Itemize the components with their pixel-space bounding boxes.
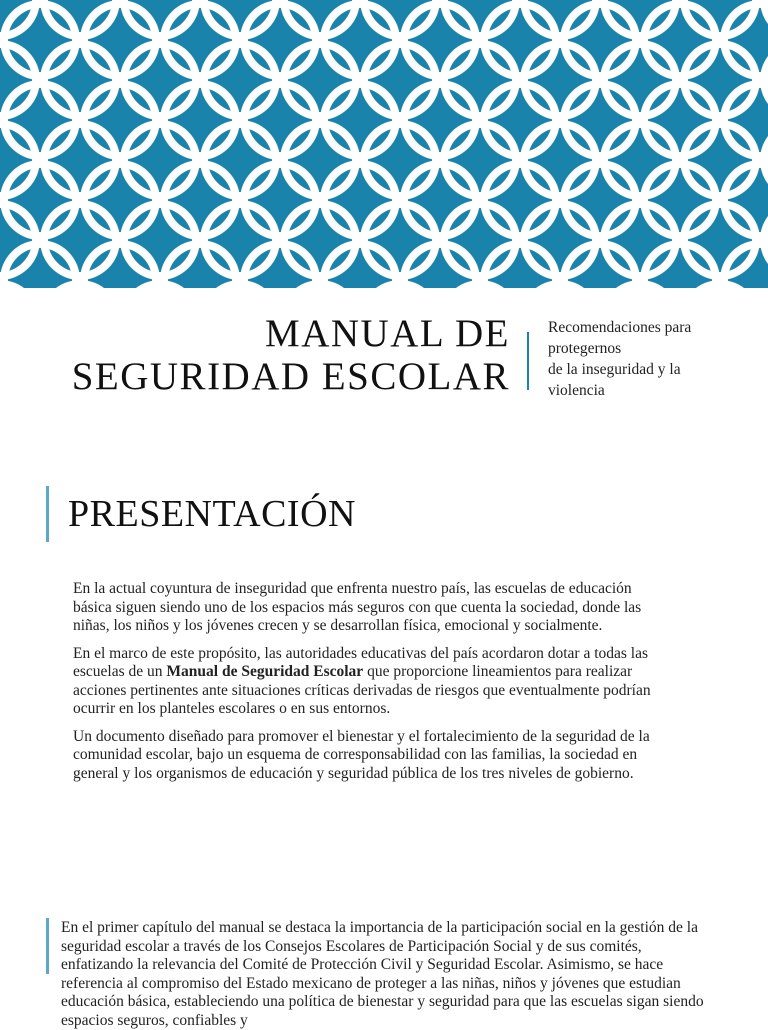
subtitle-line-2: protegernos xyxy=(548,340,622,357)
section-heading: PRESENTACIÓN xyxy=(68,493,356,535)
interlocking-circles-pattern-icon xyxy=(0,0,768,288)
manual-name-bold: Manual de Seguridad Escolar xyxy=(166,663,364,680)
subtitle-line-1: Recomendaciones para xyxy=(548,319,692,336)
paragraph-3: Un documento diseñado para promover el bienestar y el fortalecimiento de la seguridad de la comunidad escolar, bajo un esquema de corresponsabilidad con las familias, la sociedad en general y los organismos de educación y seguridad pública de los tres niveles de gobierno. xyxy=(73,727,650,782)
document-subtitle xyxy=(548,317,763,401)
subtitle-line-3: de la inseguridad y la xyxy=(548,361,681,378)
section2-paragraph-1: En el primer capítulo del manual se destaca la importancia de la participación social en la gestión de la seguridad escolar a través de los Consejos Escolares de Participación Social y de sus comités, enfatizando la relevancia del Comité de Protección Civil y Seguridad Escolar. Asimismo, se hace referencia al compromiso del Estado mexicano de proteger a las niñas, niños y jóvenes que estudian educación básica, estableciendo una política de bienestar y seguridad para que las escuelas sigan siendo espacios seguros, confiables y xyxy=(61,919,704,1029)
subtitle-line-4: violencia xyxy=(548,382,605,399)
title-line-2: SEGURIDAD ESCOLAR xyxy=(71,355,510,398)
document-title xyxy=(0,312,510,398)
banner-pattern xyxy=(0,0,768,288)
section-body xyxy=(73,580,673,792)
section2-accent-bar xyxy=(46,918,49,974)
paragraph-2-end: que proporcione lineamientos para realizar acciones pertinentes ante situaciones críticas derivadas de riesgos que eventualmente podrían ocurrir en los planteles escolares o en sus entornos. xyxy=(73,663,651,717)
title-line-1: MANUAL DE xyxy=(265,312,510,355)
section2-body xyxy=(61,919,711,1030)
paragraph-2 xyxy=(73,645,673,719)
paragraph-2-start: En el marco de este propósito, las autoridades educativas del país acordaron dotar a todas las escuelas de un xyxy=(73,644,649,680)
title-divider xyxy=(527,332,529,390)
section-accent-bar xyxy=(46,486,49,542)
paragraph-1: En la actual coyuntura de inseguridad que enfrenta nuestro país, las escuelas de educación básica siguen siendo uno de los espacios más seguros con que cuenta la sociedad, donde las niñas, los niños y los jóvenes crecen y se desarrollan física, emocional y socialmente. xyxy=(73,580,642,634)
